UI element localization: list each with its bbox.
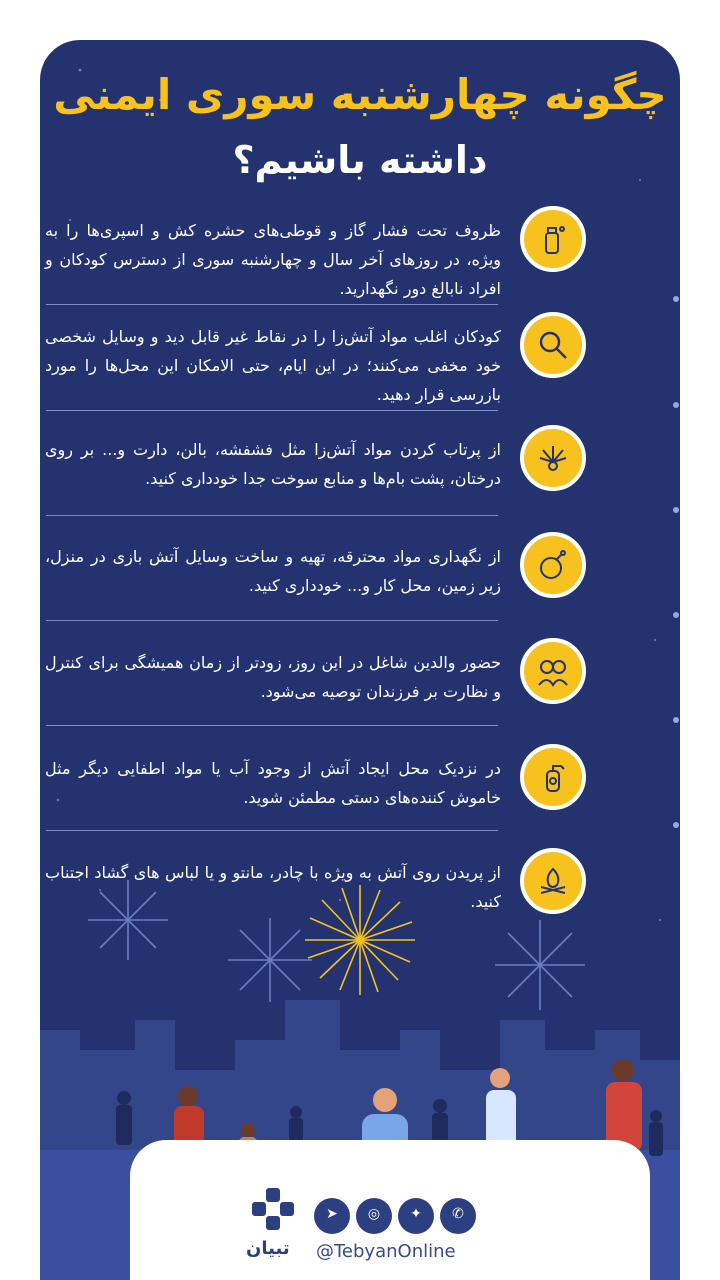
- social-handle[interactable]: @TebyanOnline: [316, 1241, 456, 1262]
- tip-text: کودکان اغلب مواد آتش‌زا را در نقاط غیر قابل دید و وسایل شخصی خود مخفی می‌کنند؛ در این ایام، حتی الامکان این محل‌ها را مورد بازرسی قرار دهید.: [45, 327, 501, 404]
- telegram-icon[interactable]: ➤: [314, 1198, 350, 1234]
- tip-text: ظروف تحت فشار گاز و قوطی‌های حشره کش و اسپری‌ها را به ویژه، در روزهای آخر سال و چهارشنبه سوری از دسترس کودکان و افراد نابالغ دور نگهدارید.: [45, 221, 501, 298]
- tebyan-logo-text: تبیان: [246, 1238, 290, 1259]
- instagram-icon[interactable]: ◎: [356, 1198, 392, 1234]
- timeline-dot: [673, 822, 679, 828]
- separator: [46, 725, 498, 726]
- parents-icon: [520, 638, 586, 704]
- firecracker-icon: [520, 425, 586, 491]
- whatsapp-icon[interactable]: ✆: [440, 1198, 476, 1234]
- tip-text: حضور والدین شاغل در این روز، زودتر از زمان همیشگی برای کنترل و نظارت بر فرزندان توصیه می‌شود.: [45, 653, 501, 701]
- separator: [46, 830, 498, 831]
- tip-text: از پرتاب کردن مواد آتش‌زا مثل فشفشه، بالن، دارت و... بر روی درختان، پشت بام‌ها و منابع سوخت جدا خودداری کنید.: [45, 440, 501, 488]
- separator: [46, 304, 498, 305]
- timeline-dot: [673, 612, 679, 618]
- tip-text: در نزدیک محل ایجاد آتش از وجود آب یا مواد اطفایی دیگر مثل خاموش کننده‌های دستی مطمئن شوید.: [45, 759, 501, 807]
- tip-item: [46, 540, 586, 645]
- timeline-dot: [673, 717, 679, 723]
- tebyan-logo-icon: [248, 1188, 298, 1238]
- tip-item: [46, 752, 586, 857]
- spray-can-icon: [520, 206, 586, 272]
- separator: [46, 515, 498, 516]
- timeline-dot: [673, 296, 679, 302]
- separator: [46, 410, 498, 411]
- separator: [46, 620, 498, 621]
- tip-text: از نگهداری مواد محترقه، تهیه و ساخت وسایل آتش بازی در منزل، زیر زمین، محل کار و... خودداری کنید.: [45, 547, 501, 595]
- timeline-dot: [673, 507, 679, 513]
- title-line1: چگونه چهارشنبه سوری ایمنی: [53, 70, 667, 119]
- title-line2: داشته باشیم؟: [232, 138, 488, 182]
- campfire-icon: [520, 848, 586, 914]
- timeline-dot: [673, 402, 679, 408]
- bomb-icon: [520, 532, 586, 598]
- magnifier-icon: [520, 312, 586, 378]
- extinguisher-icon: [520, 744, 586, 810]
- twitter-icon[interactable]: ✦: [398, 1198, 434, 1234]
- tip-item: [46, 856, 586, 961]
- tip-item: [46, 646, 586, 751]
- tip-item: [46, 433, 586, 538]
- tip-text: از پریدن روی آتش به ویژه با چادر، مانتو و یا لباس های گشاد اجتناب کنید.: [45, 863, 501, 911]
